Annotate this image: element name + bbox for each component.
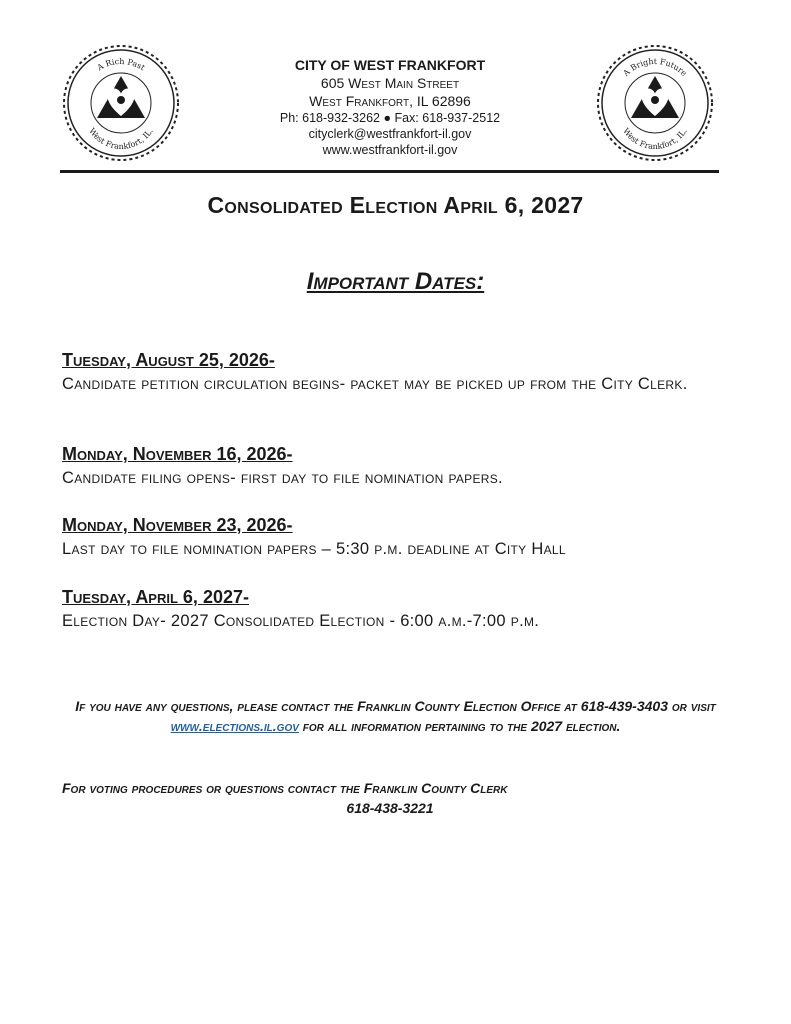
seal-text-bottom: West Frankfort, IL.	[87, 126, 155, 152]
website: www.westfrankfort-il.gov	[322, 143, 458, 157]
date-heading: Monday, November 16, 2026-	[62, 444, 293, 464]
county-clerk-notice	[62, 778, 718, 818]
city-seal-right	[594, 42, 716, 164]
date-entry	[62, 443, 718, 490]
date-description: Last day to file nomination papers – 5:30 p.m. deadline at City Hall	[62, 540, 566, 558]
contact-text: If you have any questions, please contact the Franklin County Election Office at 618-439-3403 or visit	[75, 698, 716, 714]
contact-notice	[60, 696, 731, 736]
county-clerk-phone: 618-438-3221	[346, 800, 434, 816]
street-address: 605 West Main Street	[320, 75, 460, 91]
date-entry	[62, 514, 718, 561]
svg-text:West Frankfort, IL.	[87, 127, 155, 152]
date-description: Election Day- 2027 Consolidated Election - 6:00 a.m.-7:00 p.m.	[62, 612, 540, 630]
svg-text:West Frankfort, IL.	[621, 127, 689, 152]
county-clerk-text: For voting procedures or questions contact the Franklin County Clerk	[62, 780, 508, 796]
contact-text-end: for all information pertaining to the 2027 election.	[298, 718, 621, 734]
svg-text:A Bright Future	[621, 57, 689, 79]
svg-text:A Rich Past	[95, 57, 147, 73]
city-name: CITY OF WEST FRANKFORT	[294, 57, 486, 73]
letterhead	[230, 56, 550, 158]
city-state-zip: West Frankfort, IL 62896	[309, 93, 471, 109]
date-heading: Tuesday, April 6, 2027-	[62, 587, 249, 607]
date-description: Candidate petition circulation begins- packet may be picked up from the City Clerk.	[62, 375, 688, 393]
header-divider	[60, 170, 719, 173]
date-heading: Tuesday, August 25, 2026-	[62, 350, 275, 370]
date-description: Candidate filing opens- first day to file nomination papers.	[62, 469, 503, 487]
page-title: Consolidated Election April 6, 2027	[207, 192, 584, 218]
phone-fax: Ph: 618-932-3262 ● Fax: 618-937-2512	[279, 111, 501, 125]
email-address: cityclerk@westfrankfort-il.gov	[308, 127, 472, 141]
city-seal-left	[60, 42, 182, 164]
seal-text-top: A Rich Past	[95, 56, 147, 73]
elections-website-link[interactable]: www.elections.il.gov	[170, 718, 299, 734]
date-heading: Monday, November 23, 2026-	[62, 515, 293, 535]
date-entry	[62, 586, 718, 633]
page-subtitle: Important Dates:	[306, 268, 485, 295]
seal-text-bottom-right: West Frankfort, IL.	[621, 126, 689, 152]
seal-text-right: A Bright Future	[621, 56, 689, 78]
date-entry	[62, 349, 718, 396]
